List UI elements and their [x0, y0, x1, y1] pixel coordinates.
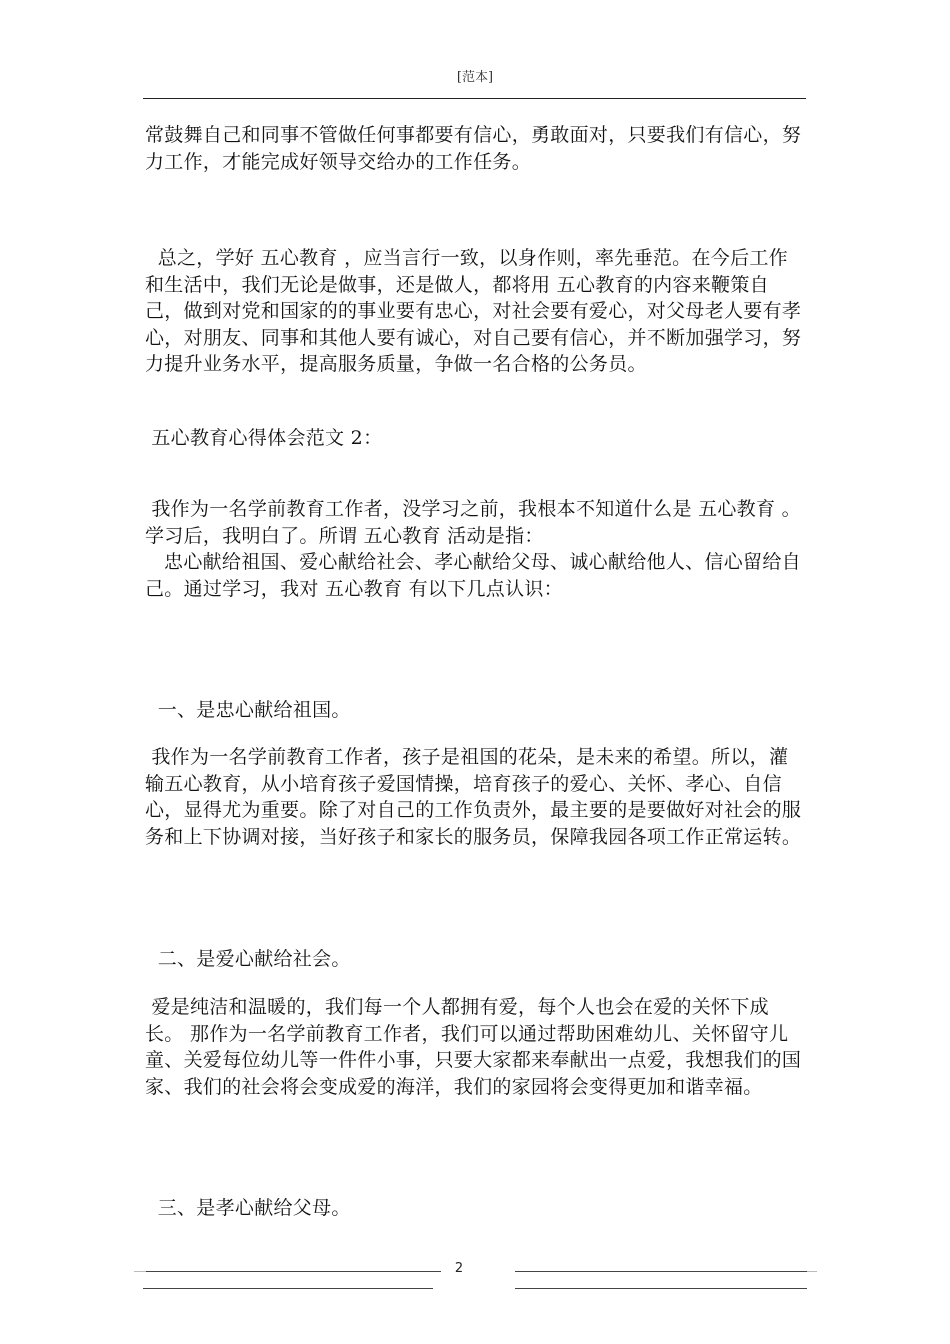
point-heading-3: 三、是孝心献给父母。: [145, 1197, 351, 1219]
section-heading-sample-2: 五心教育心得体会范文 2：: [145, 427, 383, 449]
paragraph-confidence: 常鼓舞自己和同事不管做任何事都要有信心，勇敢面对，只要我们有信心，努力工作，才能完成好领导交给办的工作任务。: [145, 124, 802, 173]
point-heading-2: 二、是爱心献给社会。: [145, 948, 351, 970]
footer-rule-top-left: [146, 1271, 441, 1272]
point-heading-1: 一、是忠心献给祖国。: [145, 699, 351, 721]
page-number: 2: [454, 1261, 464, 1276]
footer-rule-top-right: [515, 1271, 807, 1272]
paragraph-intro: 我作为一名学前教育工作者，没学习之前，我根本不知道什么是 五心教育 。学习后，我明白了。所谓 五心教育 活动是指： 忠心献给祖国、爱心献给社会、孝心献给父母、诚心献给他人、信心留给自己。通过学习，我对 五心教育 有以下几点认识：: [145, 498, 801, 600]
header-label: [范本]: [456, 70, 494, 85]
footer-rule-fade-right: [807, 1271, 817, 1272]
paragraph-summary: 总之，学好 五心教育 ，应当言行一致，以身作则，率先垂范。在今后工作和生活中，我们无论是做事，还是做人，都将用 五心教育的内容来鞭策自己，做到对党和国家的的事业要有忠心，对社会要有爱心，对父母老人要有孝心，对朋友、同事和其他人要有诚心，对自己要有信心，并不断加强学习，努力提升业务水平，提高服务质量，争做一名合格的公务员。: [145, 247, 802, 375]
paragraph-point-1: 我作为一名学前教育工作者，孩子是祖国的花朵，是未来的希望。所以，灌输五心教育，从小培育孩子爱国情操，培育孩子的爱心、关怀、孝心、自信心，显得尤为重要。除了对自己的工作负责外，最主要的是要做好对社会的服务和上下协调对接，当好孩子和家长的服务员，保障我园各项工作正常运转。: [145, 746, 802, 848]
footer-rule-fade-left: [134, 1271, 146, 1272]
header-rule: [143, 98, 806, 99]
footer-rule-bottom-left: [143, 1288, 433, 1289]
paragraph-point-2: 爱是纯洁和温暖的，我们每一个人都拥有爱，每个人也会在爱的关怀下成长。 那作为一名学前教育工作者，我们可以通过帮助困难幼儿、关怀留守儿童、关爱每位幼儿等一件件小事，只要大家都来奉献出一点爱，我想我们的国家、我们的社会将会变成爱的海洋，我们的家园将会变得更加和谐幸福。: [145, 996, 802, 1098]
footer-rule-bottom-right: [515, 1288, 807, 1289]
